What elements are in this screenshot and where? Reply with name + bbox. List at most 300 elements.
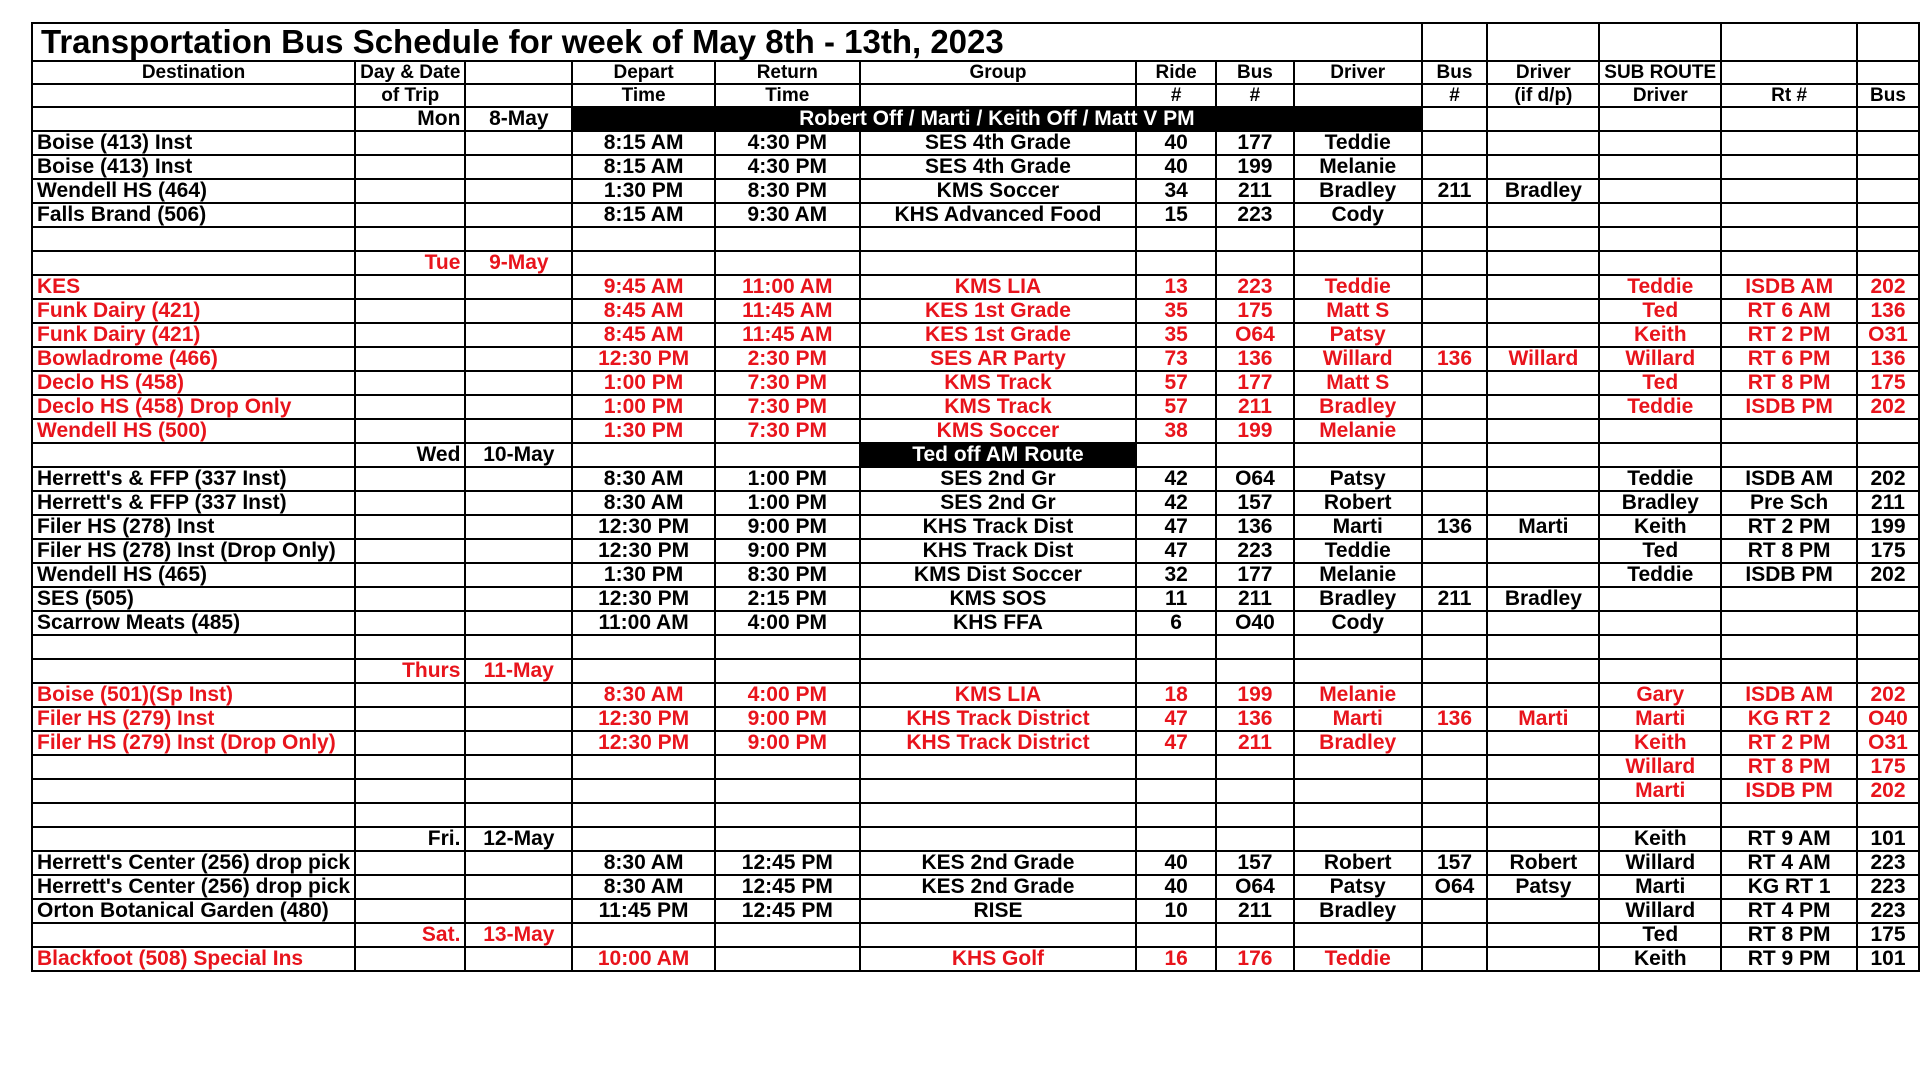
cell-group: KES 1st Grade bbox=[860, 323, 1137, 347]
table-row bbox=[32, 227, 1919, 251]
cell-ride: 40 bbox=[1136, 851, 1216, 875]
cell-ride: 40 bbox=[1136, 155, 1216, 179]
cell-group: KHS Advanced Food bbox=[860, 203, 1137, 227]
cell-driver bbox=[1294, 803, 1422, 827]
table-row bbox=[32, 491, 1919, 515]
cell-destination: Boise (413) Inst bbox=[32, 155, 355, 179]
cell-group: RISE bbox=[860, 899, 1137, 923]
table-cell bbox=[1599, 443, 1721, 467]
cell-bus: 157 bbox=[1216, 491, 1294, 515]
cell-day-date bbox=[355, 179, 465, 203]
cell-ride bbox=[1136, 923, 1216, 947]
cell-day-date: Fri. bbox=[355, 827, 465, 851]
cell-bus: 199 bbox=[1216, 155, 1294, 179]
cell-return-time bbox=[715, 923, 860, 947]
cell-group: SES 2nd Gr bbox=[860, 467, 1137, 491]
cell-destination: SES (505) bbox=[32, 587, 355, 611]
header-ride: Ride bbox=[1136, 61, 1216, 84]
cell-sub-driver bbox=[1599, 803, 1721, 827]
table-cell bbox=[1487, 107, 1599, 131]
cell-group bbox=[860, 779, 1137, 803]
day-of-week: Mon bbox=[355, 107, 465, 131]
cell-ride: 16 bbox=[1136, 947, 1216, 971]
table-row bbox=[32, 251, 1919, 275]
cell-return-time bbox=[715, 755, 860, 779]
cell-bus bbox=[1216, 251, 1294, 275]
cell-depart-time bbox=[572, 227, 715, 251]
cell-return-time: 9:00 PM bbox=[715, 539, 860, 563]
cell-dp-driver bbox=[1487, 323, 1599, 347]
cell-group bbox=[860, 755, 1137, 779]
cell-sub-route: ISDB AM bbox=[1721, 467, 1857, 491]
cell-sub-route bbox=[1721, 803, 1857, 827]
table-cell bbox=[32, 443, 355, 467]
cell-dp-bus bbox=[1422, 803, 1488, 827]
cell-sub-bus bbox=[1857, 419, 1919, 443]
cell-sub-driver: Ted bbox=[1599, 539, 1721, 563]
cell-sub-route bbox=[1721, 611, 1857, 635]
cell-destination: Falls Brand (506) bbox=[32, 203, 355, 227]
cell-dp-bus: 211 bbox=[1422, 179, 1488, 203]
cell-sub-route: Pre Sch bbox=[1721, 491, 1857, 515]
cell-date bbox=[465, 779, 572, 803]
header-driver bbox=[1294, 84, 1422, 107]
cell-date bbox=[465, 899, 572, 923]
cell-dp-bus: 136 bbox=[1422, 707, 1488, 731]
cell-sub-route bbox=[1721, 179, 1857, 203]
cell-driver: Patsy bbox=[1294, 323, 1422, 347]
header-bus: Bus bbox=[1216, 61, 1294, 84]
cell-driver: Bradley bbox=[1294, 899, 1422, 923]
cell-driver bbox=[1294, 227, 1422, 251]
header-sub-driver: Driver bbox=[1599, 84, 1721, 107]
cell-ride bbox=[1136, 755, 1216, 779]
cell-depart-time bbox=[572, 755, 715, 779]
table-row bbox=[32, 323, 1919, 347]
cell-group: KMS Track bbox=[860, 395, 1137, 419]
cell-bus: 177 bbox=[1216, 563, 1294, 587]
cell-sub-bus bbox=[1857, 803, 1919, 827]
cell-sub-driver: Teddie bbox=[1599, 395, 1721, 419]
cell-depart-time bbox=[572, 779, 715, 803]
cell-date bbox=[465, 395, 572, 419]
cell-date bbox=[465, 587, 572, 611]
cell-day-date: Sat. bbox=[355, 923, 465, 947]
cell-driver: Bradley bbox=[1294, 179, 1422, 203]
table-cell bbox=[715, 443, 860, 467]
cell-return-time: 9:30 AM bbox=[715, 203, 860, 227]
table-cell bbox=[1487, 443, 1599, 467]
cell-day-date bbox=[355, 611, 465, 635]
cell-dp-bus bbox=[1422, 323, 1488, 347]
cell-return-time: 2:15 PM bbox=[715, 587, 860, 611]
cell-sub-route: KG RT 2 bbox=[1721, 707, 1857, 731]
cell-date bbox=[465, 683, 572, 707]
cell-depart-time: 1:30 PM bbox=[572, 563, 715, 587]
cell-driver: Cody bbox=[1294, 203, 1422, 227]
cell-sub-route: RT 6 AM bbox=[1721, 299, 1857, 323]
cell-dp-driver: Marti bbox=[1487, 707, 1599, 731]
cell-destination: Orton Botanical Garden (480) bbox=[32, 899, 355, 923]
cell-driver: Robert bbox=[1294, 851, 1422, 875]
cell-depart-time: 1:30 PM bbox=[572, 179, 715, 203]
cell-date bbox=[465, 419, 572, 443]
cell-ride: 42 bbox=[1136, 491, 1216, 515]
bus-schedule-table bbox=[31, 22, 1920, 972]
table-row bbox=[32, 467, 1919, 491]
cell-driver: Melanie bbox=[1294, 683, 1422, 707]
header-sub-route: Rt # bbox=[1721, 84, 1857, 107]
cell-return-time bbox=[715, 803, 860, 827]
header-sub-bus bbox=[1857, 61, 1919, 84]
table-row bbox=[32, 947, 1919, 971]
cell-sub-bus bbox=[1857, 155, 1919, 179]
cell-depart-time bbox=[572, 923, 715, 947]
cell-driver: Bradley bbox=[1294, 587, 1422, 611]
cell-group: KMS Soccer bbox=[860, 179, 1137, 203]
cell-sub-bus bbox=[1857, 227, 1919, 251]
cell-return-time bbox=[715, 251, 860, 275]
cell-bus: O64 bbox=[1216, 323, 1294, 347]
cell-return-time: 12:45 PM bbox=[715, 851, 860, 875]
cell-group bbox=[860, 659, 1137, 683]
cell-sub-bus: 175 bbox=[1857, 923, 1919, 947]
cell-depart-time: 8:30 AM bbox=[572, 683, 715, 707]
cell-destination: Filer HS (279) Inst (Drop Only) bbox=[32, 731, 355, 755]
cell-destination bbox=[32, 659, 355, 683]
cell-return-time: 8:30 PM bbox=[715, 179, 860, 203]
cell-sub-route bbox=[1721, 155, 1857, 179]
cell-day-date bbox=[355, 467, 465, 491]
cell-ride: 47 bbox=[1136, 707, 1216, 731]
cell-depart-time: 8:15 AM bbox=[572, 131, 715, 155]
cell-group: KMS Dist Soccer bbox=[860, 563, 1137, 587]
cell-destination bbox=[32, 923, 355, 947]
cell-destination: Boise (413) Inst bbox=[32, 131, 355, 155]
table-cell bbox=[1599, 107, 1721, 131]
cell-sub-bus bbox=[1857, 659, 1919, 683]
cell-driver bbox=[1294, 779, 1422, 803]
day-row bbox=[32, 107, 1919, 131]
cell-sub-driver: Willard bbox=[1599, 851, 1721, 875]
cell-ride bbox=[1136, 635, 1216, 659]
cell-sub-route bbox=[1721, 419, 1857, 443]
cell-return-time: 8:30 PM bbox=[715, 563, 860, 587]
cell-group: KES 2nd Grade bbox=[860, 875, 1137, 899]
cell-day-date bbox=[355, 899, 465, 923]
header-day-date: Day & Date bbox=[355, 61, 465, 84]
cell-ride: 6 bbox=[1136, 611, 1216, 635]
cell-sub-driver bbox=[1599, 635, 1721, 659]
cell-driver: Teddie bbox=[1294, 275, 1422, 299]
cell-bus bbox=[1216, 803, 1294, 827]
cell-sub-bus: O31 bbox=[1857, 323, 1919, 347]
cell-ride: 42 bbox=[1136, 467, 1216, 491]
cell-return-time: 11:45 AM bbox=[715, 299, 860, 323]
cell-sub-driver bbox=[1599, 587, 1721, 611]
cell-dp-driver: Robert bbox=[1487, 851, 1599, 875]
header-bus: # bbox=[1216, 84, 1294, 107]
cell-sub-route bbox=[1721, 131, 1857, 155]
cell-driver bbox=[1294, 755, 1422, 779]
cell-return-time bbox=[715, 227, 860, 251]
cell-ride: 47 bbox=[1136, 539, 1216, 563]
cell-dp-driver bbox=[1487, 923, 1599, 947]
cell-date bbox=[465, 371, 572, 395]
schedule-title: Transportation Bus Schedule for week of May 8th - 13th, 2023 bbox=[32, 23, 1422, 61]
cell-group: KHS Track District bbox=[860, 731, 1137, 755]
cell-sub-route: KG RT 1 bbox=[1721, 875, 1857, 899]
cell-bus bbox=[1216, 227, 1294, 251]
cell-driver: Matt S bbox=[1294, 371, 1422, 395]
cell-dp-driver bbox=[1487, 203, 1599, 227]
cell-sub-driver: Keith bbox=[1599, 323, 1721, 347]
cell-sub-route: RT 8 PM bbox=[1721, 371, 1857, 395]
cell-sub-driver: Keith bbox=[1599, 731, 1721, 755]
cell-destination bbox=[32, 827, 355, 851]
table-cell bbox=[1294, 443, 1422, 467]
cell-sub-route: RT 8 PM bbox=[1721, 755, 1857, 779]
cell-bus: O64 bbox=[1216, 875, 1294, 899]
table-row bbox=[32, 899, 1919, 923]
cell-return-time: 2:30 PM bbox=[715, 347, 860, 371]
cell-return-time bbox=[715, 827, 860, 851]
cell-group bbox=[860, 251, 1137, 275]
cell-ride bbox=[1136, 827, 1216, 851]
cell-sub-bus: 202 bbox=[1857, 395, 1919, 419]
cell-sub-bus: O31 bbox=[1857, 731, 1919, 755]
cell-group bbox=[860, 803, 1137, 827]
cell-dp-driver bbox=[1487, 419, 1599, 443]
cell-depart-time: 10:00 AM bbox=[572, 947, 715, 971]
cell-return-time bbox=[715, 635, 860, 659]
cell-depart-time: 8:30 AM bbox=[572, 491, 715, 515]
cell-bus bbox=[1216, 755, 1294, 779]
table-row bbox=[32, 851, 1919, 875]
cell-day-date bbox=[355, 395, 465, 419]
cell-driver bbox=[1294, 251, 1422, 275]
trip-date: 8-May bbox=[465, 107, 572, 131]
cell-destination: Declo HS (458) bbox=[32, 371, 355, 395]
cell-driver: Melanie bbox=[1294, 563, 1422, 587]
cell-dp-bus bbox=[1422, 203, 1488, 227]
cell-ride: 35 bbox=[1136, 299, 1216, 323]
cell-day-date bbox=[355, 371, 465, 395]
cell-ride: 35 bbox=[1136, 323, 1216, 347]
day-of-week: Wed bbox=[355, 443, 465, 467]
cell-bus: 211 bbox=[1216, 731, 1294, 755]
cell-group: KES 2nd Grade bbox=[860, 851, 1137, 875]
cell-sub-bus bbox=[1857, 179, 1919, 203]
cell-dp-bus bbox=[1422, 155, 1488, 179]
cell-date bbox=[465, 875, 572, 899]
cell-day-date bbox=[355, 803, 465, 827]
cell-day-date bbox=[355, 731, 465, 755]
cell-return-time: 7:30 PM bbox=[715, 371, 860, 395]
cell-date bbox=[465, 611, 572, 635]
cell-date bbox=[465, 731, 572, 755]
cell-dp-driver bbox=[1487, 827, 1599, 851]
cell-sub-route: RT 8 PM bbox=[1721, 923, 1857, 947]
header-destination: Destination bbox=[32, 61, 355, 84]
cell-dp-driver bbox=[1487, 539, 1599, 563]
cell-date bbox=[465, 155, 572, 179]
cell-return-time: 12:45 PM bbox=[715, 875, 860, 899]
cell-bus: 157 bbox=[1216, 851, 1294, 875]
cell-sub-driver: Keith bbox=[1599, 827, 1721, 851]
table-row bbox=[32, 635, 1919, 659]
cell-return-time bbox=[715, 779, 860, 803]
cell-bus: 199 bbox=[1216, 419, 1294, 443]
cell-sub-driver: Keith bbox=[1599, 947, 1721, 971]
cell-dp-bus: O64 bbox=[1422, 875, 1488, 899]
cell-sub-driver: Willard bbox=[1599, 347, 1721, 371]
cell-sub-bus: O40 bbox=[1857, 707, 1919, 731]
table-row bbox=[32, 731, 1919, 755]
table-row bbox=[32, 419, 1919, 443]
cell-bus: 223 bbox=[1216, 203, 1294, 227]
cell-bus: 136 bbox=[1216, 515, 1294, 539]
cell-sub-route: RT 9 PM bbox=[1721, 947, 1857, 971]
cell-sub-route: ISDB PM bbox=[1721, 779, 1857, 803]
cell-bus: 136 bbox=[1216, 347, 1294, 371]
cell-date bbox=[465, 467, 572, 491]
table-row bbox=[32, 779, 1919, 803]
cell-destination: Herrett's & FFP (337 Inst) bbox=[32, 467, 355, 491]
cell-group bbox=[860, 227, 1137, 251]
table-row bbox=[32, 275, 1919, 299]
cell-group bbox=[860, 827, 1137, 851]
cell-bus: 177 bbox=[1216, 371, 1294, 395]
cell-depart-time: 12:30 PM bbox=[572, 587, 715, 611]
cell-return-time bbox=[715, 659, 860, 683]
cell-sub-driver: Teddie bbox=[1599, 275, 1721, 299]
cell-sub-bus: 223 bbox=[1857, 851, 1919, 875]
table-row bbox=[32, 347, 1919, 371]
header-sub-driver: SUB ROUTE bbox=[1599, 61, 1721, 84]
cell-bus: 211 bbox=[1216, 395, 1294, 419]
cell-sub-route: RT 4 AM bbox=[1721, 851, 1857, 875]
cell-date: 11-May bbox=[465, 659, 572, 683]
cell-driver: Robert bbox=[1294, 491, 1422, 515]
cell-date: 13-May bbox=[465, 923, 572, 947]
cell-bus: O64 bbox=[1216, 467, 1294, 491]
cell-depart-time: 1:00 PM bbox=[572, 395, 715, 419]
cell-dp-bus bbox=[1422, 371, 1488, 395]
cell-sub-bus: 199 bbox=[1857, 515, 1919, 539]
cell-bus: 211 bbox=[1216, 899, 1294, 923]
cell-day-date bbox=[355, 347, 465, 371]
cell-driver: Bradley bbox=[1294, 395, 1422, 419]
cell-day-date bbox=[355, 227, 465, 251]
cell-sub-bus: 175 bbox=[1857, 755, 1919, 779]
cell-sub-route: RT 2 PM bbox=[1721, 323, 1857, 347]
cell-depart-time: 11:45 PM bbox=[572, 899, 715, 923]
cell-day-date bbox=[355, 707, 465, 731]
cell-depart-time bbox=[572, 803, 715, 827]
cell-day-date bbox=[355, 587, 465, 611]
cell-return-time: 9:00 PM bbox=[715, 515, 860, 539]
cell-bus: O40 bbox=[1216, 611, 1294, 635]
cell-sub-route bbox=[1721, 635, 1857, 659]
cell-destination: Blackfoot (508) Special Ins bbox=[32, 947, 355, 971]
cell-sub-driver: Marti bbox=[1599, 779, 1721, 803]
cell-dp-driver bbox=[1487, 371, 1599, 395]
cell-dp-driver bbox=[1487, 563, 1599, 587]
cell-sub-driver: Marti bbox=[1599, 707, 1721, 731]
cell-ride: 47 bbox=[1136, 731, 1216, 755]
cell-ride: 73 bbox=[1136, 347, 1216, 371]
cell-dp-driver bbox=[1487, 683, 1599, 707]
cell-ride bbox=[1136, 251, 1216, 275]
cell-bus: 223 bbox=[1216, 275, 1294, 299]
table-cell bbox=[1721, 443, 1857, 467]
cell-day-date bbox=[355, 755, 465, 779]
cell-driver: Marti bbox=[1294, 707, 1422, 731]
cell-dp-bus bbox=[1422, 227, 1488, 251]
cell-dp-bus: 136 bbox=[1422, 347, 1488, 371]
cell-day-date bbox=[355, 419, 465, 443]
cell-dp-bus: 211 bbox=[1422, 587, 1488, 611]
cell-ride: 32 bbox=[1136, 563, 1216, 587]
cell-sub-driver: Willard bbox=[1599, 899, 1721, 923]
table-row bbox=[32, 203, 1919, 227]
header-row-2 bbox=[32, 84, 1919, 107]
cell-depart-time bbox=[572, 659, 715, 683]
cell-sub-driver: Gary bbox=[1599, 683, 1721, 707]
cell-dp-driver bbox=[1487, 731, 1599, 755]
cell-sub-route: RT 2 PM bbox=[1721, 731, 1857, 755]
cell-dp-bus bbox=[1422, 251, 1488, 275]
cell-depart-time: 12:30 PM bbox=[572, 731, 715, 755]
cell-dp-driver bbox=[1487, 659, 1599, 683]
table-row bbox=[32, 707, 1919, 731]
cell-dp-bus bbox=[1422, 395, 1488, 419]
cell-destination: Filer HS (278) Inst bbox=[32, 515, 355, 539]
header-return-time: Time bbox=[715, 84, 860, 107]
header-dp-bus: Bus bbox=[1422, 61, 1488, 84]
cell-return-time: 12:45 PM bbox=[715, 899, 860, 923]
cell-bus: 211 bbox=[1216, 587, 1294, 611]
table-row bbox=[32, 827, 1919, 851]
cell-ride: 40 bbox=[1136, 875, 1216, 899]
table-cell bbox=[1857, 443, 1919, 467]
cell-group: KHS FFA bbox=[860, 611, 1137, 635]
cell-depart-time bbox=[572, 635, 715, 659]
cell-date bbox=[465, 491, 572, 515]
cell-group: SES 4th Grade bbox=[860, 155, 1137, 179]
cell-group bbox=[860, 923, 1137, 947]
cell-sub-driver: Teddie bbox=[1599, 563, 1721, 587]
cell-driver: Teddie bbox=[1294, 947, 1422, 971]
cell-bus bbox=[1216, 923, 1294, 947]
cell-dp-bus: 136 bbox=[1422, 515, 1488, 539]
cell-sub-bus bbox=[1857, 131, 1919, 155]
cell-bus: 176 bbox=[1216, 947, 1294, 971]
cell-driver: Patsy bbox=[1294, 467, 1422, 491]
cell-dp-bus bbox=[1422, 635, 1488, 659]
cell-date: 9-May bbox=[465, 251, 572, 275]
cell-ride: 11 bbox=[1136, 587, 1216, 611]
header-date bbox=[465, 61, 572, 84]
day-row bbox=[32, 443, 1919, 467]
cell-depart-time bbox=[572, 251, 715, 275]
cell-date bbox=[465, 539, 572, 563]
cell-destination: Herrett's & FFP (337 Inst) bbox=[32, 491, 355, 515]
cell-sub-route bbox=[1721, 251, 1857, 275]
cell-sub-driver bbox=[1599, 659, 1721, 683]
cell-dp-bus bbox=[1422, 275, 1488, 299]
